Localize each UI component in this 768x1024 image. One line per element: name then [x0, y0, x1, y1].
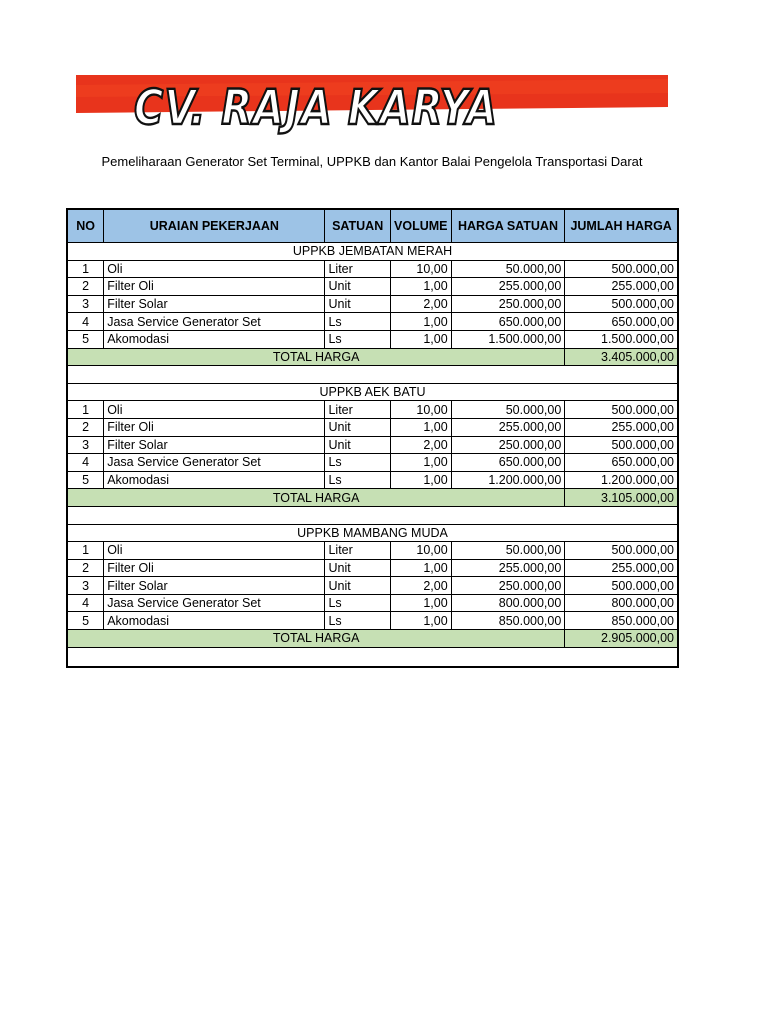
table-row — [67, 577, 678, 595]
cell-total-price: 255.000,00 — [565, 278, 678, 296]
table-row — [67, 418, 678, 436]
cell-unit-price: 250.000,00 — [451, 577, 565, 595]
total-row — [67, 630, 678, 648]
cell-description: Oli — [104, 542, 325, 560]
cell-total-price: 1.200.000,00 — [565, 471, 678, 489]
spacer-row — [67, 647, 678, 667]
cell-volume: 2,00 — [390, 295, 451, 313]
cell-total-price: 1.500.000,00 — [565, 330, 678, 348]
cell-no: 5 — [67, 330, 104, 348]
total-label: TOTAL HARGA — [67, 630, 565, 648]
cell-description: Oli — [104, 401, 325, 419]
total-value: 3.105.000,00 — [565, 489, 678, 507]
cell-unit: Unit — [325, 295, 390, 313]
cell-volume: 1,00 — [390, 612, 451, 630]
cell-unit: Ls — [325, 612, 390, 630]
cell-no: 4 — [67, 454, 104, 472]
cell-description: Oli — [104, 260, 325, 278]
cell-description: Jasa Service Generator Set — [104, 594, 325, 612]
cell-total-price: 800.000,00 — [565, 594, 678, 612]
spacer-row — [67, 366, 678, 384]
table-row — [67, 401, 678, 419]
cell-description: Akomodasi — [104, 612, 325, 630]
cell-unit: Ls — [325, 454, 390, 472]
section-title-row — [67, 243, 678, 261]
cell-description: Filter Solar — [104, 436, 325, 454]
table-row — [67, 559, 678, 577]
cell-unit-price: 50.000,00 — [451, 542, 565, 560]
cell-total-price: 650.000,00 — [565, 454, 678, 472]
cell-unit: Unit — [325, 577, 390, 595]
table-row — [67, 612, 678, 630]
cell-volume: 10,00 — [390, 401, 451, 419]
price-table — [66, 208, 679, 668]
cell-description: Jasa Service Generator Set — [104, 454, 325, 472]
cell-volume: 1,00 — [390, 594, 451, 612]
cell-unit-price: 255.000,00 — [451, 559, 565, 577]
cell-description: Jasa Service Generator Set — [104, 313, 325, 331]
cell-total-price: 500.000,00 — [565, 401, 678, 419]
table-row — [67, 330, 678, 348]
cell-unit-price: 255.000,00 — [451, 418, 565, 436]
cell-unit: Unit — [325, 436, 390, 454]
cell-no: 3 — [67, 577, 104, 595]
cell-unit-price: 50.000,00 — [451, 260, 565, 278]
total-value: 3.405.000,00 — [565, 348, 678, 366]
cell-description: Akomodasi — [104, 471, 325, 489]
cell-unit: Ls — [325, 313, 390, 331]
cell-no: 2 — [67, 559, 104, 577]
col-header-description: URAIAN PEKERJAAN — [104, 209, 325, 243]
cell-volume: 2,00 — [390, 577, 451, 595]
cell-volume: 1,00 — [390, 471, 451, 489]
cell-unit-price: 250.000,00 — [451, 295, 565, 313]
table-row — [67, 454, 678, 472]
company-name: CV. RAJA KARYA — [134, 81, 498, 137]
cell-volume: 10,00 — [390, 260, 451, 278]
cell-unit: Ls — [325, 471, 390, 489]
section-title: UPPKB MAMBANG MUDA — [67, 524, 678, 542]
cell-unit: Ls — [325, 330, 390, 348]
cell-volume: 2,00 — [390, 436, 451, 454]
cell-total-price: 500.000,00 — [565, 295, 678, 313]
spacer-cell — [67, 366, 678, 384]
cell-unit-price: 50.000,00 — [451, 401, 565, 419]
section-title: UPPKB AEK BATU — [67, 383, 678, 401]
table-row — [67, 278, 678, 296]
table-body — [67, 243, 678, 667]
cell-total-price: 255.000,00 — [565, 418, 678, 436]
cell-unit-price: 650.000,00 — [451, 313, 565, 331]
cell-volume: 10,00 — [390, 542, 451, 560]
cell-no: 4 — [67, 594, 104, 612]
cell-unit: Unit — [325, 559, 390, 577]
cell-no: 1 — [67, 542, 104, 560]
col-header-no: NO — [67, 209, 104, 243]
total-label: TOTAL HARGA — [67, 348, 565, 366]
cell-no: 2 — [67, 418, 104, 436]
total-row — [67, 348, 678, 366]
cell-no: 3 — [67, 436, 104, 454]
cell-total-price: 850.000,00 — [565, 612, 678, 630]
table-row — [67, 594, 678, 612]
table-row — [67, 436, 678, 454]
cell-unit-price: 1.500.000,00 — [451, 330, 565, 348]
spacer-cell — [67, 647, 678, 667]
cell-no: 4 — [67, 313, 104, 331]
cell-unit: Liter — [325, 401, 390, 419]
cell-volume: 1,00 — [390, 330, 451, 348]
cell-unit: Unit — [325, 418, 390, 436]
col-header-unit-price: HARGA SATUAN — [451, 209, 565, 243]
document-subtitle: Pemeliharaan Generator Set Terminal, UPPKB dan Kantor Balai Pengelola Transportasi Darat — [101, 154, 643, 169]
table-row — [67, 260, 678, 278]
total-row — [67, 489, 678, 507]
cell-no: 3 — [67, 295, 104, 313]
cell-volume: 1,00 — [390, 313, 451, 331]
cell-total-price: 650.000,00 — [565, 313, 678, 331]
cell-description: Filter Solar — [104, 577, 325, 595]
cell-description: Filter Solar — [104, 295, 325, 313]
table-row — [67, 471, 678, 489]
section-title-row — [67, 524, 678, 542]
cell-volume: 1,00 — [390, 559, 451, 577]
cell-unit-price: 650.000,00 — [451, 454, 565, 472]
table-row — [67, 542, 678, 560]
table-row — [67, 295, 678, 313]
cell-unit: Ls — [325, 594, 390, 612]
cell-unit-price: 1.200.000,00 — [451, 471, 565, 489]
cell-total-price: 500.000,00 — [565, 577, 678, 595]
cell-total-price: 500.000,00 — [565, 260, 678, 278]
cell-no: 5 — [67, 471, 104, 489]
section-title: UPPKB JEMBATAN MERAH — [67, 243, 678, 261]
cell-total-price: 500.000,00 — [565, 542, 678, 560]
table-header-row — [67, 209, 678, 243]
section-title-row — [67, 383, 678, 401]
company-banner — [76, 75, 668, 137]
cell-description: Akomodasi — [104, 330, 325, 348]
cell-unit: Unit — [325, 278, 390, 296]
cell-description: Filter Oli — [104, 418, 325, 436]
cell-no: 1 — [67, 401, 104, 419]
cell-total-price: 255.000,00 — [565, 559, 678, 577]
spacer-cell — [67, 506, 678, 524]
cell-description: Filter Oli — [104, 559, 325, 577]
cell-description: Filter Oli — [104, 278, 325, 296]
cell-no: 5 — [67, 612, 104, 630]
table-row — [67, 313, 678, 331]
col-header-total-price: JUMLAH HARGA — [565, 209, 678, 243]
cell-unit: Liter — [325, 542, 390, 560]
cell-no: 1 — [67, 260, 104, 278]
col-header-volume: VOLUME — [390, 209, 451, 243]
cell-volume: 1,00 — [390, 278, 451, 296]
cell-no: 2 — [67, 278, 104, 296]
cell-unit-price: 800.000,00 — [451, 594, 565, 612]
cell-unit-price: 850.000,00 — [451, 612, 565, 630]
total-value: 2.905.000,00 — [565, 630, 678, 648]
cell-volume: 1,00 — [390, 418, 451, 436]
cell-unit-price: 250.000,00 — [451, 436, 565, 454]
spacer-row — [67, 506, 678, 524]
cell-unit: Liter — [325, 260, 390, 278]
cell-unit-price: 255.000,00 — [451, 278, 565, 296]
total-label: TOTAL HARGA — [67, 489, 565, 507]
col-header-unit: SATUAN — [325, 209, 390, 243]
cell-volume: 1,00 — [390, 454, 451, 472]
cell-total-price: 500.000,00 — [565, 436, 678, 454]
